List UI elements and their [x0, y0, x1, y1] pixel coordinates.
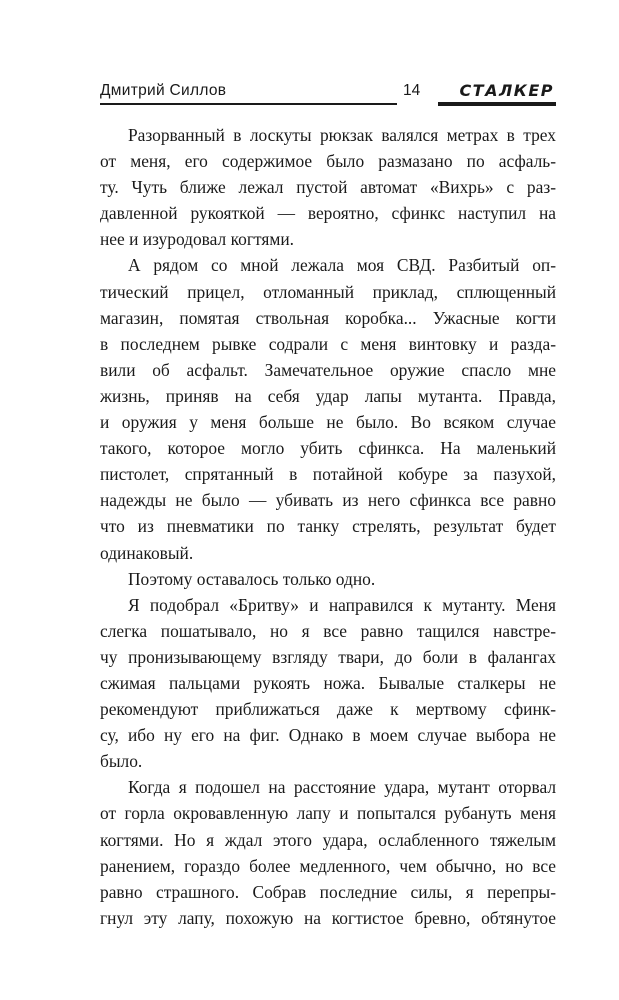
paragraph: [100, 592, 556, 775]
text-line: когтями. Но я ждал этого удара, ослабленного тяжелым: [100, 829, 556, 850]
text-line: ту. Чуть ближе лежал пустой автомат «Вихрь» с раз-: [100, 177, 556, 198]
text-line: нее и изуродовал когтями.: [100, 229, 294, 250]
paragraph: [100, 774, 556, 931]
header-series-title: СТАЛКЕР: [459, 81, 554, 100]
text-line: вили об асфальт. Замечательное оружие спасло мне: [100, 359, 556, 380]
text-line: Когда я подошел на расстояние удара, мутант оторвал: [128, 777, 556, 798]
text-line: жизнь, приняв на себя удар лапы мутанта. Правда,: [100, 385, 556, 406]
text-line: тический прицел, отломанный приклад, сплющенный: [100, 281, 556, 302]
text-line: такого, которое могло убить сфинкса. На маленький: [100, 438, 556, 459]
text-line: от горла окровавленную лапу и попытался рубануть меня: [100, 803, 556, 824]
text-line: рекомендуют приближаться даже к мертвому сфинк-: [100, 699, 556, 720]
text-line: давленной рукояткой — вероятно, сфинкс наступил на: [100, 203, 556, 224]
header-rule-left: [100, 103, 397, 105]
text-line: равно страшного. Собрав последние силы, я перепры-: [100, 881, 556, 902]
header-rule-right: [438, 102, 556, 106]
text-line: и оружия у меня больше не было. Во всяком случае: [100, 412, 556, 433]
text-line: А рядом со мной лежала моя СВД. Разбитый оп-: [128, 255, 556, 276]
text-line: в последнем рывке содрали с меня винтовку и разда-: [100, 333, 556, 354]
text-line: Разорванный в лоскуты рюкзак валялся метрах в трех: [128, 125, 556, 145]
text-line: было.: [100, 751, 143, 772]
text-line: слегка пошатывало, но я все равно тащился навстре-: [100, 620, 556, 641]
text-line: надежды не было — убивать из него сфинкса все равно: [100, 490, 556, 511]
text-line: су, ибо ну его на фиг. Однако в моем случае выбора не: [100, 725, 556, 746]
text-line: ранением, гораздо более медленного, чем обычно, но все: [100, 855, 556, 876]
running-header: [100, 78, 556, 108]
paragraph: [100, 122, 556, 252]
text-line: одинаковый.: [100, 542, 194, 563]
paragraph: [100, 566, 556, 592]
text-line: магазин, помятая ствольная коробка... Ужасные когти: [100, 307, 556, 328]
header-author: Дмитрий Силлов: [100, 82, 227, 99]
text-line: пистолет, спрятанный в потайной кобуре за пазухой,: [100, 464, 556, 485]
text-line: от меня, его содержимое было размазано по асфаль-: [100, 151, 556, 172]
page-number: 14: [403, 82, 421, 99]
text-line: сжимая пальцами рукоять ножа. Бывалые сталкеры не: [100, 672, 556, 693]
text-line: Я подобрал «Бритву» и направился к мутанту. Меня: [128, 594, 556, 615]
text-line: что из пневматики по танку стрелять, результат будет: [100, 516, 556, 537]
text-line: Поэтому оставалось только одно.: [128, 568, 376, 589]
text-line: чу пронизывающему взгляду твари, до боли в фалангах: [100, 646, 556, 667]
text-line: гнул эту лапу, похожую на когтистое бревно, обтянутое: [100, 907, 556, 928]
paragraph: [100, 252, 556, 565]
body-text: [100, 122, 556, 931]
